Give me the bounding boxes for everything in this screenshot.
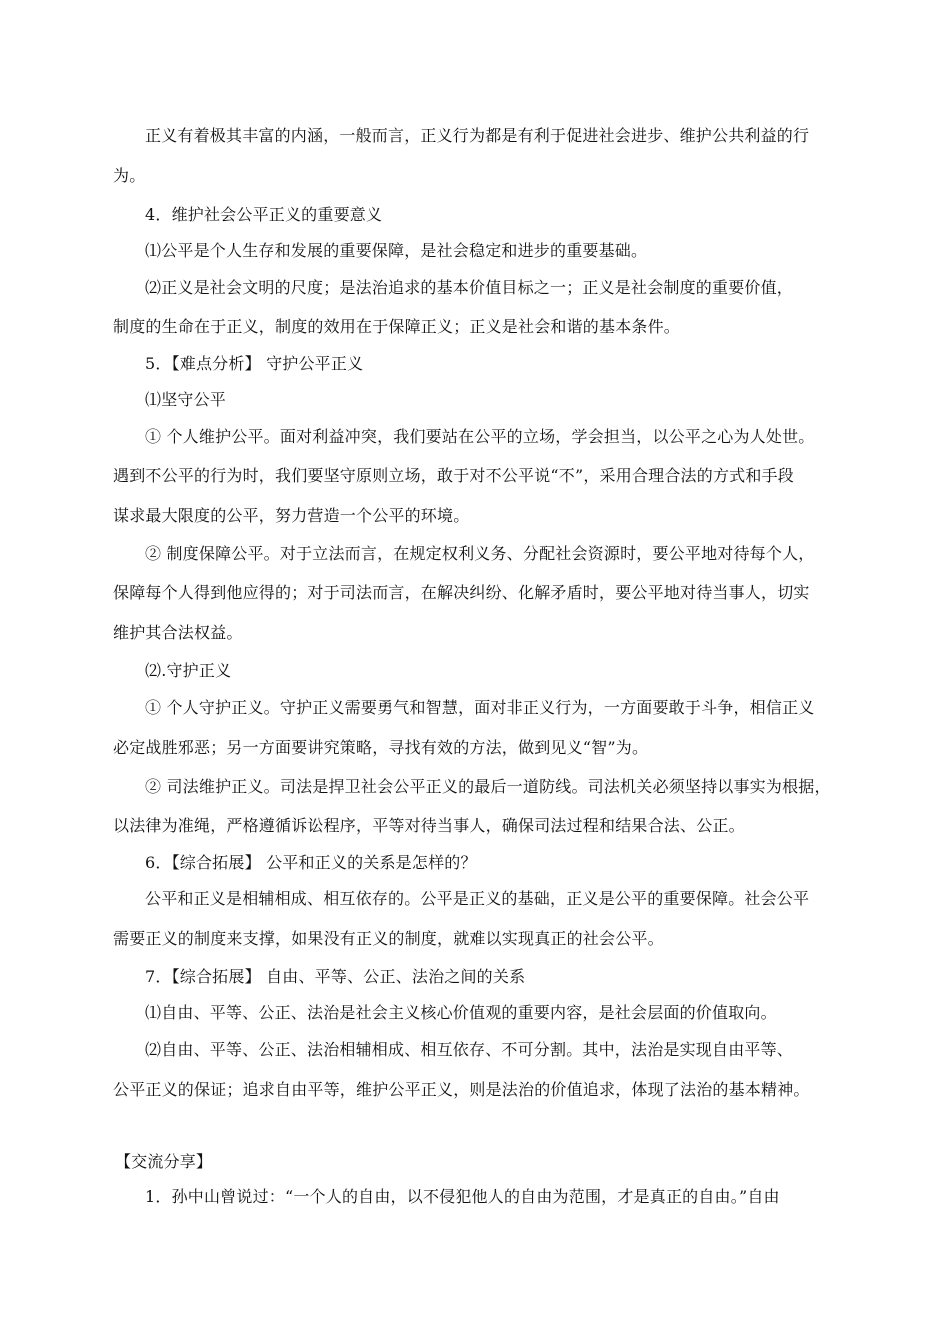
- list-item: ② 司法维护正义。司法是捍卫社会公平正义的最后一道防线。司法机关必须坚持以事实为根据，: [145, 777, 831, 796]
- paragraph-line: 公平正义的保证；追求自由平等，维护公平正义，则是法治的价值追求，体现了法治的基本精神。: [113, 1080, 810, 1099]
- section-heading-5: 5．【难点分析】 守护公平正义: [145, 354, 364, 373]
- paragraph-line: 制度的生命在于正义，制度的效用在于保障正义；正义是社会和谐的基本条件。: [113, 317, 681, 336]
- paragraph-line: 维护其合法权益。: [113, 623, 243, 642]
- subheading: ⑴坚守公平: [145, 390, 227, 409]
- paragraph-line: 为。: [113, 166, 146, 185]
- paragraph-line: 正义有着极其丰富的内涵，一般而言，正义行为都是有利于促进社会进步、维护公共利益的行: [145, 126, 810, 145]
- paragraph-line: 谋求最大限度的公平，努力营造一个公平的环境。: [113, 506, 470, 525]
- paragraph-line: 保障每个人得到他应得的；对于司法而言，在解决纠纷、化解矛盾时，要公平地对待当事人，切实: [113, 583, 810, 602]
- list-item-2: ⑵自由、平等、公正、法治相辅相成、相互依存、不可分割。其中，法治是实现自由平等、: [145, 1040, 794, 1059]
- subheading: ⑵.守护正义: [145, 661, 232, 680]
- paragraph-line: 必定战胜邪恶；另一方面要讲究策略，寻找有效的方法，做到见义“智”为。: [113, 738, 649, 757]
- paragraph-line: 以法律为准绳，严格遵循诉讼程序，平等对待当事人，确保司法过程和结果合法、公正。: [113, 816, 745, 835]
- list-item: ② 制度保障公平。对于立法而言，在规定权利义务、分配社会资源时，要公平地对待每个人，: [145, 544, 815, 563]
- paragraph-line: 公平和正义是相辅相成、相互依存的。公平是正义的基础，正义是公平的重要保障。社会公平: [145, 889, 810, 908]
- section-title-exchange: 【交流分享】: [115, 1152, 213, 1171]
- section-heading-6: 6．【综合拓展】 公平和正义的关系是怎样的？: [145, 853, 477, 872]
- list-item: ① 个人守护正义。守护正义需要勇气和智慧，面对非正义行为，一方面要敢于斗争，相信正义: [145, 698, 815, 717]
- paragraph-line: 1．孙中山曾说过：“一个人的自由，以不侵犯他人的自由为范围，才是真正的自由。”自由: [145, 1187, 780, 1206]
- section-heading-7: 7．【综合拓展】 自由、平等、公正、法治之间的关系: [145, 967, 526, 986]
- list-item: ① 个人维护公平。面对利益冲突，我们要站在公平的立场，学会担当，以公平之心为人处世。: [145, 427, 815, 446]
- list-item-1: ⑴公平是个人生存和发展的重要保障，是社会稳定和进步的重要基础。: [145, 241, 648, 260]
- paragraph-line: 需要正义的制度来支撑，如果没有正义的制度，就难以实现真正的社会公平。: [113, 929, 664, 948]
- list-item-2: ⑵正义是社会文明的尺度；是法治追求的基本价值目标之一；正义是社会制度的重要价值，: [145, 278, 794, 297]
- list-item-1: ⑴自由、平等、公正、法治是社会主义核心价值观的重要内容，是社会层面的价值取向。: [145, 1003, 777, 1022]
- section-heading-4: 4．维护社会公平正义的重要意义: [145, 205, 383, 224]
- paragraph-line: 遇到不公平的行为时，我们要坚守原则立场，敢于对不公平说“不”，采用合理合法的方式和手段: [113, 466, 794, 485]
